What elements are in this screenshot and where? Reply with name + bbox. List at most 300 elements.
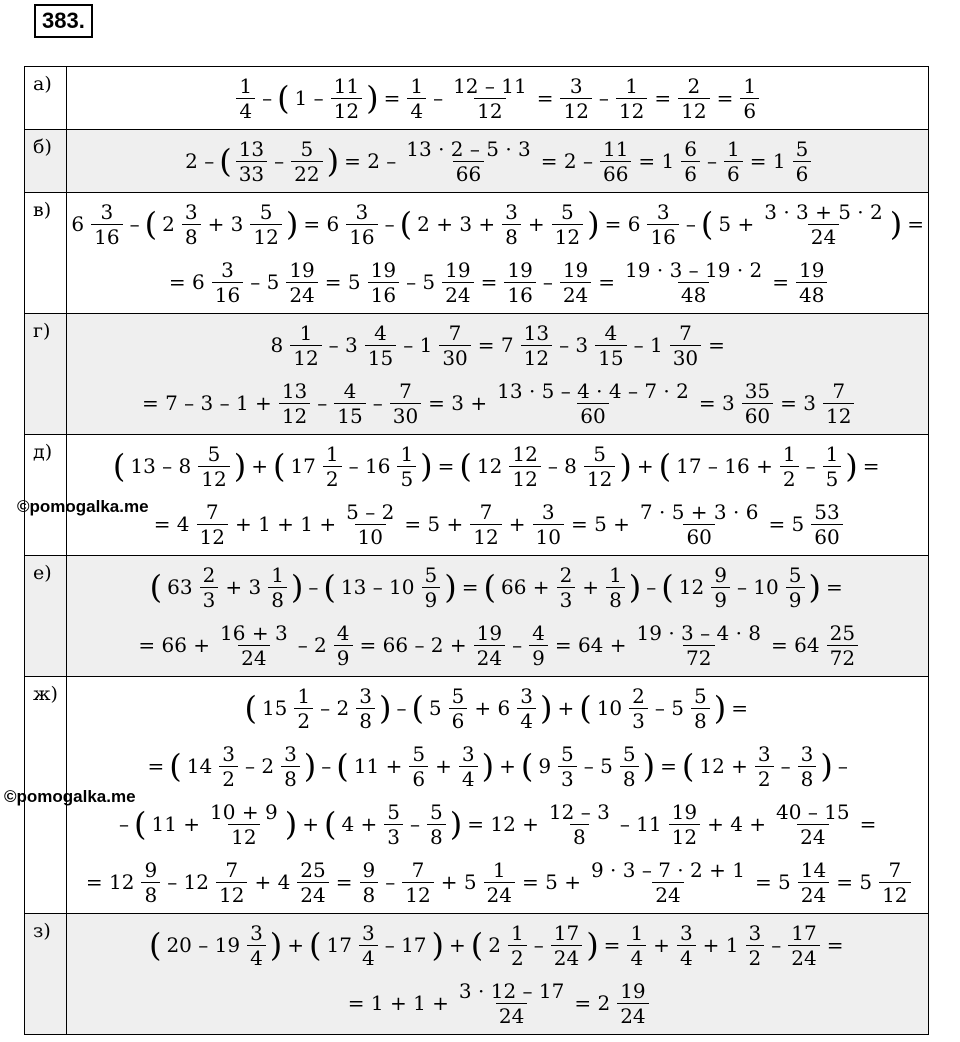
expression-text: = 6 <box>303 212 340 236</box>
numerator: 19 <box>620 978 646 1003</box>
numerator: 3 <box>748 920 762 945</box>
fraction <box>182 200 201 249</box>
fraction <box>558 742 577 791</box>
numerator: 5 <box>622 741 636 766</box>
numerator: 2 <box>202 562 216 587</box>
numerator: 4 <box>374 320 387 345</box>
bracket: ) <box>820 747 833 785</box>
numerator: 17 <box>553 920 580 945</box>
numerator: 4 <box>343 378 357 403</box>
expression-text: = 5 + <box>404 512 464 536</box>
expression-text: = 6 <box>168 270 205 294</box>
bracket: ( <box>244 689 257 727</box>
numerator: 1 <box>825 441 839 466</box>
denominator: 24 <box>297 882 328 907</box>
numerator: 17 <box>791 920 817 945</box>
expression-text: – <box>118 812 129 836</box>
expression-text: – 17 <box>384 933 427 957</box>
numerator: 19 <box>671 799 698 824</box>
expression-text: = <box>147 754 165 778</box>
fraction <box>247 921 266 970</box>
bracket: ( <box>309 926 322 964</box>
expression-text: – <box>646 575 657 599</box>
numerator: 7 · 5 + 3 · 6 <box>639 499 759 524</box>
numerator: 3 <box>284 741 297 766</box>
denominator: 8 <box>691 708 710 733</box>
expression-text: – <box>707 149 717 173</box>
numerator: 3 · 3 + 5 · 2 <box>764 199 883 224</box>
numerator: 9 <box>144 857 158 882</box>
expression-text: – <box>274 149 285 173</box>
expression-text: – <box>385 870 396 894</box>
bracket: ( <box>399 205 413 243</box>
fraction <box>620 742 639 791</box>
fraction <box>647 200 678 249</box>
expression-text: = <box>772 270 790 294</box>
numerator: 3 <box>184 199 198 224</box>
expression-text: 6 <box>71 212 85 236</box>
fraction <box>402 858 433 907</box>
expression-text: = <box>536 86 554 110</box>
fraction <box>456 979 567 1028</box>
fraction <box>422 563 441 612</box>
fraction <box>560 74 591 123</box>
denominator: 60 <box>577 403 608 428</box>
expression-text: – 5 <box>406 270 436 294</box>
numerator: 3 · 12 – 17 <box>458 978 565 1003</box>
bracket: ) <box>284 805 298 843</box>
fraction <box>290 321 321 370</box>
denominator: 12 <box>584 466 615 491</box>
row-label: е) <box>25 556 67 677</box>
numerator: 6 <box>684 136 697 161</box>
expression-text: 20 – 19 <box>166 933 241 957</box>
fraction <box>334 379 365 428</box>
numerator: 1 <box>271 562 284 587</box>
numerator: 19 <box>476 620 503 645</box>
numerator: 5 <box>561 199 574 224</box>
expression-text: 17 <box>290 454 316 478</box>
fraction <box>627 921 646 970</box>
bracket: ( <box>219 142 232 180</box>
denominator: 12 <box>402 882 433 907</box>
fraction <box>502 200 521 249</box>
numerator: 5 <box>424 562 438 587</box>
solution-row <box>25 556 929 677</box>
numerator: 12 <box>512 441 538 466</box>
denominator: 22 <box>291 161 322 186</box>
numerator: 19 · 3 – 19 · 2 <box>625 257 763 282</box>
expression-text: 8 <box>270 333 284 357</box>
denominator: 9 <box>334 645 353 670</box>
fraction <box>384 800 403 849</box>
numerator: 1 <box>400 441 414 466</box>
expression-text: = <box>335 870 353 894</box>
expression-text: = 5 <box>768 512 805 536</box>
denominator: 6 <box>409 766 428 791</box>
fraction <box>297 858 328 907</box>
denominator: 16 <box>91 224 122 249</box>
bracket: ) <box>586 926 599 964</box>
numerator: 10 + 9 <box>210 799 278 824</box>
fraction <box>811 500 842 549</box>
denominator: 30 <box>439 345 470 370</box>
numerator: 9 <box>362 857 376 882</box>
fraction <box>616 74 647 123</box>
bracket: ) <box>539 689 553 727</box>
expression-text: = 1 <box>749 149 786 173</box>
fraction <box>409 742 428 791</box>
expression-text: = <box>716 86 734 110</box>
expression-text: = 3 <box>698 391 735 415</box>
expression-text: 5 <box>428 696 442 720</box>
denominator: 12 <box>331 98 362 123</box>
watermark: ©pomogalka.me <box>17 497 149 516</box>
expression-text: + <box>527 212 545 236</box>
bracket: ( <box>148 926 162 964</box>
denominator: 12 <box>279 403 310 428</box>
expression-text: – 1 <box>633 333 663 357</box>
denominator: 30 <box>390 403 421 428</box>
denominator: 6 <box>724 161 743 186</box>
denominator: 12 <box>197 524 228 549</box>
solution-cell <box>67 193 929 314</box>
expression-text: – 3 <box>559 333 589 357</box>
numerator: 3 <box>541 499 555 524</box>
fraction <box>323 442 342 491</box>
bracket: ( <box>520 747 534 785</box>
fraction <box>427 800 446 849</box>
denominator: 6 <box>681 161 700 186</box>
expression-text: = 64 + <box>554 633 627 657</box>
expression-text: 5 + <box>718 212 755 236</box>
numerator: 13 · 5 – 4 · 4 – 7 · 2 <box>497 378 689 403</box>
expression-text: = <box>603 933 621 957</box>
expression-text: – <box>598 86 609 110</box>
numerator: 4 <box>532 620 545 645</box>
fraction <box>670 321 701 370</box>
expression-text: 9 <box>538 754 552 778</box>
expression-text: 2 + 3 + <box>417 212 496 236</box>
expression-text: 1 – <box>294 86 324 110</box>
fraction <box>450 74 530 123</box>
fraction <box>780 442 799 491</box>
numerator: 7 <box>205 499 219 524</box>
denominator: 4 <box>236 98 255 123</box>
fraction <box>291 137 322 186</box>
bracket: ) <box>845 447 858 485</box>
fraction <box>546 800 613 849</box>
expression-text: = 7 – 3 – 1 + <box>141 391 272 415</box>
numerator: 3 <box>505 199 518 224</box>
fraction <box>600 137 631 186</box>
bracket: ) <box>303 747 317 785</box>
fraction <box>552 200 583 249</box>
expression-text: 13 – 8 <box>130 454 192 478</box>
fraction <box>198 442 229 491</box>
denominator: 8 <box>606 587 625 612</box>
numerator: 9 <box>714 562 727 587</box>
expression-text: + <box>287 933 305 957</box>
denominator: 2 <box>219 766 238 791</box>
fraction <box>588 858 748 907</box>
fraction <box>557 563 576 612</box>
expression-text: = <box>859 812 877 836</box>
expression-text: = <box>598 270 616 294</box>
numerator: 5 <box>788 562 802 587</box>
numerator: 40 – 15 <box>776 799 850 824</box>
fraction <box>533 500 564 549</box>
bracket: ) <box>366 79 379 117</box>
denominator: 8 <box>502 224 521 249</box>
expression-text: = <box>862 454 880 478</box>
denominator: 12 <box>470 524 501 549</box>
fraction <box>879 858 910 907</box>
numerator: 5 <box>387 799 401 824</box>
denominator: 8 <box>268 587 287 612</box>
solution-cell <box>67 435 929 556</box>
denominator: 16 <box>212 282 243 307</box>
row-label: в) <box>25 193 67 314</box>
fraction <box>711 563 730 612</box>
expression-text: = <box>660 754 677 778</box>
fraction <box>508 921 527 970</box>
denominator: 2 <box>755 766 774 791</box>
expression-text: + 3 <box>225 575 262 599</box>
bracket: ( <box>169 747 182 785</box>
expression-text: 63 <box>167 575 193 599</box>
denominator: 12 <box>560 98 591 123</box>
denominator: 72 <box>827 645 858 670</box>
expression-text: 11 + <box>353 754 403 778</box>
numerator: 3 <box>520 683 533 708</box>
denominator: 30 <box>670 345 701 370</box>
solution-row <box>25 314 929 435</box>
numerator: 5 <box>412 741 426 766</box>
expression-text: + <box>508 512 526 536</box>
expression-text: – 3 <box>328 333 358 357</box>
bracket: ( <box>661 568 674 606</box>
expression-text: – 5 <box>250 270 280 294</box>
numerator: 19 · 3 – 4 · 8 <box>636 620 762 645</box>
numerator: 1 <box>299 320 313 345</box>
expression-text: + 6 <box>474 696 511 720</box>
solution-row <box>25 193 929 314</box>
denominator: 24 <box>798 882 829 907</box>
fraction <box>216 858 247 907</box>
bracket: ) <box>269 926 283 964</box>
bracket: ) <box>233 447 247 485</box>
expression-text: = <box>437 454 455 478</box>
numerator: 3 <box>100 199 114 224</box>
expression-text: – <box>129 212 140 236</box>
equation-line <box>67 737 928 795</box>
numerator: 4 <box>336 620 350 645</box>
expression-text: – <box>410 812 421 836</box>
denominator: 2 <box>294 708 313 733</box>
numerator: 35 <box>744 378 771 403</box>
numerator: 1 <box>325 441 339 466</box>
fraction <box>504 258 535 307</box>
expression-text: = 3 + <box>428 391 488 415</box>
numerator: 3 <box>221 257 234 282</box>
numerator: 5 <box>207 441 221 466</box>
expression-text: – 2 <box>297 633 327 657</box>
denominator: 24 <box>551 945 582 970</box>
denominator: 24 <box>286 282 317 307</box>
solution-row <box>25 130 929 193</box>
equation-line <box>67 253 928 311</box>
fraction <box>200 563 219 612</box>
bracket: ) <box>713 689 727 727</box>
denominator: 4 <box>517 708 536 733</box>
expression-text: = 5 + <box>570 512 630 536</box>
equation-line <box>67 195 928 253</box>
expression-text: – <box>384 212 395 236</box>
expression-text: = 12 + <box>467 812 539 836</box>
fraction <box>617 979 648 1028</box>
problem-number: 383. <box>34 4 93 38</box>
numerator: 19 <box>289 257 315 282</box>
denominator: 66 <box>453 161 484 186</box>
expression-text: – 5 <box>583 754 613 778</box>
denominator: 12 <box>678 98 709 123</box>
numerator: 7 <box>888 857 902 882</box>
bracket: ) <box>444 568 457 606</box>
bracket: ( <box>277 79 290 117</box>
denominator: 66 <box>600 161 631 186</box>
expression-text: = <box>383 86 401 110</box>
denominator: 12 <box>509 466 540 491</box>
bracket: ) <box>587 205 600 243</box>
solution-row <box>25 677 929 914</box>
fraction <box>798 858 829 907</box>
denominator: 8 <box>360 882 379 907</box>
numerator: 5 <box>693 683 707 708</box>
denominator: 6 <box>793 161 812 186</box>
expression-text: + <box>435 754 452 778</box>
expression-text: + <box>582 575 600 599</box>
fraction <box>746 921 765 970</box>
denominator: 24 <box>560 282 591 307</box>
denominator: 72 <box>683 645 714 670</box>
numerator: 3 <box>361 920 375 945</box>
expression-text: = <box>654 86 672 110</box>
denominator: 12 <box>228 824 259 849</box>
equation-line <box>67 374 928 432</box>
bracket: ) <box>285 205 299 243</box>
solution-cell <box>67 556 929 677</box>
numerator: 1 <box>297 683 311 708</box>
bracket: ) <box>378 689 392 727</box>
expression-text: = 64 <box>771 633 820 657</box>
numerator: 19 <box>799 257 825 282</box>
fraction <box>334 621 353 670</box>
numerator: 53 <box>814 499 840 524</box>
expression-text: – <box>262 86 273 110</box>
fraction <box>798 742 817 791</box>
fraction <box>761 200 886 249</box>
expression-text: 10 <box>596 696 623 720</box>
equation-line <box>67 437 928 495</box>
row-label: ж) <box>25 677 67 914</box>
expression-text: = 5 <box>754 870 791 894</box>
solution-cell <box>67 314 929 435</box>
numerator: 1 <box>410 73 424 98</box>
fraction <box>91 200 122 249</box>
equation-line <box>67 974 928 1032</box>
fraction <box>551 921 582 970</box>
bracket: ( <box>459 447 472 485</box>
numerator: 11 <box>333 73 360 98</box>
numerator: 5 <box>430 799 443 824</box>
equation-line <box>67 316 928 374</box>
denominator: 6 <box>740 98 759 123</box>
denominator: 9 <box>786 587 805 612</box>
numerator: 3 <box>800 741 814 766</box>
denominator: 8 <box>798 766 817 791</box>
denominator: 5 <box>397 466 416 491</box>
expression-text: – <box>308 575 319 599</box>
fraction <box>509 442 540 491</box>
numerator: 7 <box>479 499 493 524</box>
fraction <box>356 684 375 733</box>
denominator: 3 <box>558 766 577 791</box>
expression-text: + 4 + <box>707 812 767 836</box>
fraction <box>629 684 648 733</box>
fraction <box>365 321 396 370</box>
fraction <box>796 258 827 307</box>
expression-text: 12 + <box>699 754 748 778</box>
expression-text: = <box>825 575 843 599</box>
expression-text: – 5 <box>654 696 684 720</box>
bracket: ( <box>411 689 424 727</box>
numerator: 2 <box>632 683 645 708</box>
fraction <box>360 858 379 907</box>
row-label: з) <box>25 914 67 1035</box>
denominator: 3 <box>200 587 219 612</box>
expression-text: + 5 <box>440 870 477 894</box>
expression-text: – <box>512 633 523 657</box>
expression-text: – 12 <box>167 870 209 894</box>
numerator: 13 <box>523 320 550 345</box>
solution-cell <box>67 677 929 914</box>
fraction <box>560 258 591 307</box>
expression-text: = <box>826 933 844 957</box>
expression-text: – <box>780 754 791 778</box>
fraction <box>250 200 281 249</box>
numerator: 1 <box>630 920 644 945</box>
expression-text: = <box>907 212 924 236</box>
numerator: 1 <box>492 857 506 882</box>
numerator: 5 <box>300 136 314 161</box>
fraction <box>442 258 473 307</box>
numerator: 5 <box>795 136 809 161</box>
denominator: 12 <box>521 345 552 370</box>
bracket: ( <box>483 568 496 606</box>
expression-text: = 12 <box>85 870 135 894</box>
denominator: 15 <box>595 345 626 370</box>
fraction <box>207 800 281 849</box>
denominator: 24 <box>484 882 515 907</box>
bracket: ( <box>133 805 147 843</box>
numerator: 19 <box>507 257 533 282</box>
expression-text: = 5 <box>836 870 873 894</box>
numerator: 1 <box>239 73 253 98</box>
bracket: ) <box>619 447 632 485</box>
denominator: 8 <box>281 766 300 791</box>
denominator: 16 <box>346 224 377 249</box>
